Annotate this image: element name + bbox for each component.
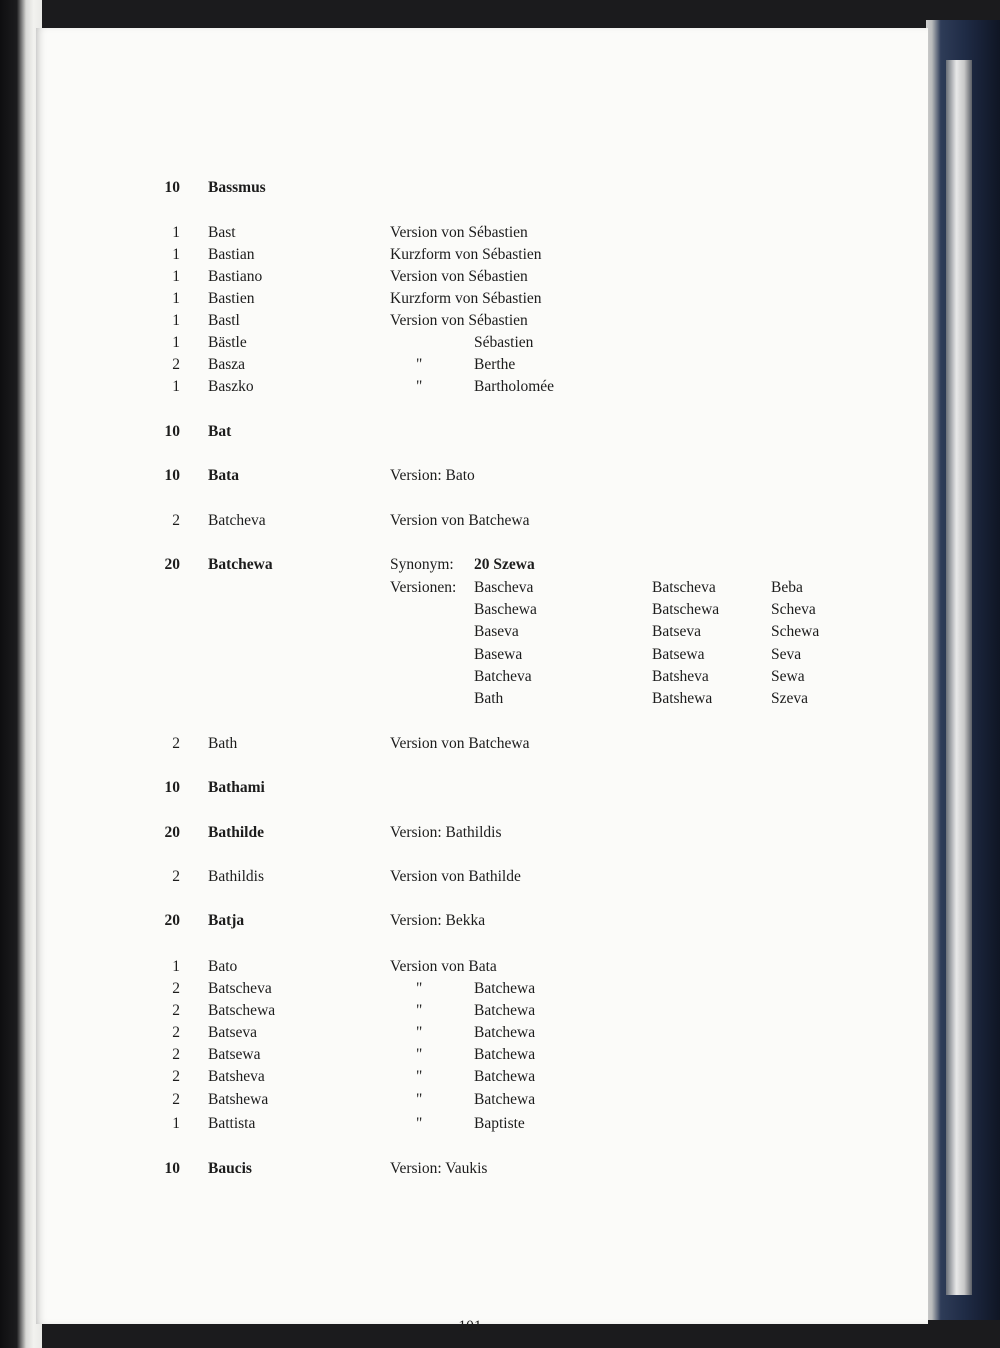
entry-description: Version von Bathilde: [390, 868, 521, 885]
variant-name: Szeva: [771, 690, 809, 707]
variant-name: Seva: [771, 645, 802, 663]
entry-row: [36, 310, 928, 332]
entry-row: [36, 733, 928, 755]
entry-name: Bastian: [208, 246, 255, 263]
ditto-mark: ": [416, 1091, 423, 1108]
variant-name: Baschewa: [474, 601, 537, 619]
entry-row: [36, 421, 928, 443]
entry-name: Batchewa: [208, 556, 273, 573]
entry-row: [36, 266, 928, 288]
entry-name: Bath: [208, 735, 238, 752]
entry-row: [36, 1044, 928, 1066]
entry-row: [36, 332, 928, 354]
entry-row: [36, 1066, 928, 1088]
entry-reference: Sébastien: [474, 334, 534, 351]
entry-number: 2: [172, 1002, 180, 1019]
entry-description: Version von Sébastien: [390, 312, 528, 329]
entry-number: 2: [172, 868, 180, 885]
entry-row: [36, 1113, 928, 1135]
entry-reference: Batchewa: [474, 1024, 536, 1041]
ditto-mark: ": [416, 1115, 423, 1132]
entry-number: 20: [164, 556, 180, 573]
entry-number: 1: [172, 334, 180, 351]
variant-name: Beba: [771, 579, 803, 596]
entry-description: Version von Sébastien: [390, 224, 528, 241]
entry-row: [36, 465, 928, 487]
entry-row: [36, 1000, 928, 1022]
entry-name: Bastiano: [208, 268, 263, 285]
synonym-value: 20 Szewa: [474, 556, 535, 573]
variant-name: Baseva: [474, 623, 519, 641]
entry-row: [36, 376, 928, 398]
versionen-row: [36, 688, 928, 710]
entry-row: [36, 354, 928, 376]
versionen-row: [36, 599, 928, 621]
entry-number: 10: [164, 779, 180, 796]
entry-description: Version: Bato: [390, 467, 475, 484]
entry-row: [36, 1022, 928, 1044]
versionen-row: [36, 666, 928, 688]
variant-name: Schewa: [771, 623, 820, 641]
ditto-mark: ": [416, 980, 423, 997]
variant-name: Sewa: [771, 667, 805, 685]
versionen-row: [36, 644, 928, 666]
versionen-label: Versionen:: [390, 579, 457, 596]
entry-number: 1: [172, 1115, 180, 1132]
entry-row: [36, 866, 928, 888]
entry-name: Baucis: [208, 1160, 252, 1177]
entry-name: Bästle: [208, 334, 247, 351]
entry-number: 20: [164, 824, 180, 841]
ditto-mark: ": [416, 1046, 423, 1063]
entry-row: [36, 777, 928, 799]
entry-number: 1: [172, 312, 180, 329]
variant-name: Batseva: [652, 623, 702, 641]
entry-name: Bata: [208, 467, 239, 484]
entry-name: Batschewa: [208, 1002, 276, 1019]
entry-number: 10: [164, 179, 180, 196]
entry-number: 1: [172, 290, 180, 307]
entry-number: 2: [172, 1068, 180, 1085]
variant-name: Batscheva: [652, 579, 716, 596]
entry-name: Bathami: [208, 779, 265, 796]
versionen-row: [36, 621, 928, 643]
entry-number: 2: [172, 1091, 180, 1108]
entry-row: [36, 222, 928, 244]
entry-row: [36, 288, 928, 310]
entry-name: Bathilde: [208, 824, 264, 841]
entry-description: Version von Batchewa: [390, 735, 530, 752]
entry-description: Kurzform von Sébastien: [390, 246, 542, 263]
entry-number: 1: [172, 246, 180, 263]
variant-name: Basewa: [474, 645, 523, 663]
entry-name: Batja: [208, 912, 245, 929]
entry-name: Batsewa: [208, 1046, 261, 1063]
entry-number: 2: [172, 512, 180, 529]
entry-reference: Batchewa: [474, 1091, 536, 1108]
entry-name: Battista: [208, 1115, 256, 1132]
variant-name: Batschewa: [652, 601, 720, 619]
ditto-mark: ": [416, 356, 423, 373]
entry-row: [36, 177, 928, 199]
entry-number: 2: [172, 356, 180, 373]
entry-name: Baszko: [208, 378, 254, 395]
entry-description: Version von Batchewa: [390, 512, 530, 529]
entry-number: 10: [164, 423, 180, 440]
variant-name: Batcheva: [474, 667, 532, 685]
entry-name: Bat: [208, 423, 232, 440]
entry-reference: Baptiste: [474, 1115, 525, 1132]
entry-description: Version: Bathildis: [390, 824, 502, 841]
entry-name: Bathildis: [208, 868, 264, 885]
entry-number: 1: [172, 224, 180, 241]
entry-number: 2: [172, 1046, 180, 1063]
ditto-mark: ": [416, 1002, 423, 1019]
entry-name: Batseva: [208, 1024, 258, 1041]
entry-name: Bastien: [208, 290, 255, 307]
entry-row: [36, 244, 928, 266]
entry-row: [36, 978, 928, 1000]
page-number: - 101 -: [449, 1318, 491, 1335]
entry-reference: Batchewa: [474, 1068, 536, 1085]
entry-reference: Batchewa: [474, 980, 536, 997]
book-cover-inner-edge: [946, 60, 972, 1295]
entry-row: [36, 1089, 928, 1111]
entry-name: Bassmus: [208, 179, 266, 196]
entry-reference: Berthe: [474, 356, 516, 373]
variant-name: Bath: [474, 690, 504, 707]
variant-name: Bascheva: [474, 579, 534, 596]
entry-reference: Bartholomée: [474, 378, 555, 395]
synonym-label: Synonym:: [390, 556, 454, 573]
entry-name: Batshewa: [208, 1091, 269, 1108]
ditto-mark: ": [416, 378, 423, 395]
entry-number: 1: [172, 958, 180, 975]
ditto-mark: ": [416, 1024, 423, 1041]
entry-number: 1: [172, 268, 180, 285]
entry-row: [36, 822, 928, 844]
variant-name: Batshewa: [652, 690, 713, 707]
entry-row: [36, 910, 928, 932]
entry-row: [36, 554, 928, 576]
entry-name: Batscheva: [208, 980, 272, 997]
book-page: [36, 28, 928, 1335]
entry-name: Bato: [208, 958, 238, 975]
ditto-mark: ": [416, 1068, 423, 1085]
entry-name: Batcheva: [208, 512, 266, 529]
entry-description: Version von Bata: [390, 958, 497, 975]
entry-number: 2: [172, 980, 180, 997]
entry-description: Version: Vaukis: [390, 1160, 488, 1177]
entry-number: 20: [164, 912, 180, 929]
entry-number: 10: [164, 467, 180, 484]
entry-description: Kurzform von Sébastien: [390, 290, 542, 307]
entry-name: Bast: [208, 224, 236, 241]
versionen-row: [36, 577, 928, 599]
entry-reference: Batchewa: [474, 1046, 536, 1063]
variant-name: Scheva: [771, 601, 816, 619]
variant-name: Batsheva: [652, 667, 709, 685]
entry-row: [36, 1158, 928, 1180]
entry-number: 2: [172, 735, 180, 752]
entry-number: 10: [164, 1160, 180, 1177]
entry-row: [36, 956, 928, 978]
entry-name: Batsheva: [208, 1068, 265, 1085]
entry-number: 1: [172, 378, 180, 395]
entry-name: Bastl: [208, 312, 240, 329]
entry-description: Version von Sébastien: [390, 268, 528, 285]
entry-row: [36, 510, 928, 532]
entry-number: 2: [172, 1024, 180, 1041]
variant-name: Batsewa: [652, 645, 705, 663]
entry-description: Version: Bekka: [390, 912, 486, 929]
entry-reference: Batchewa: [474, 1002, 536, 1019]
entry-name: Basza: [208, 356, 246, 373]
